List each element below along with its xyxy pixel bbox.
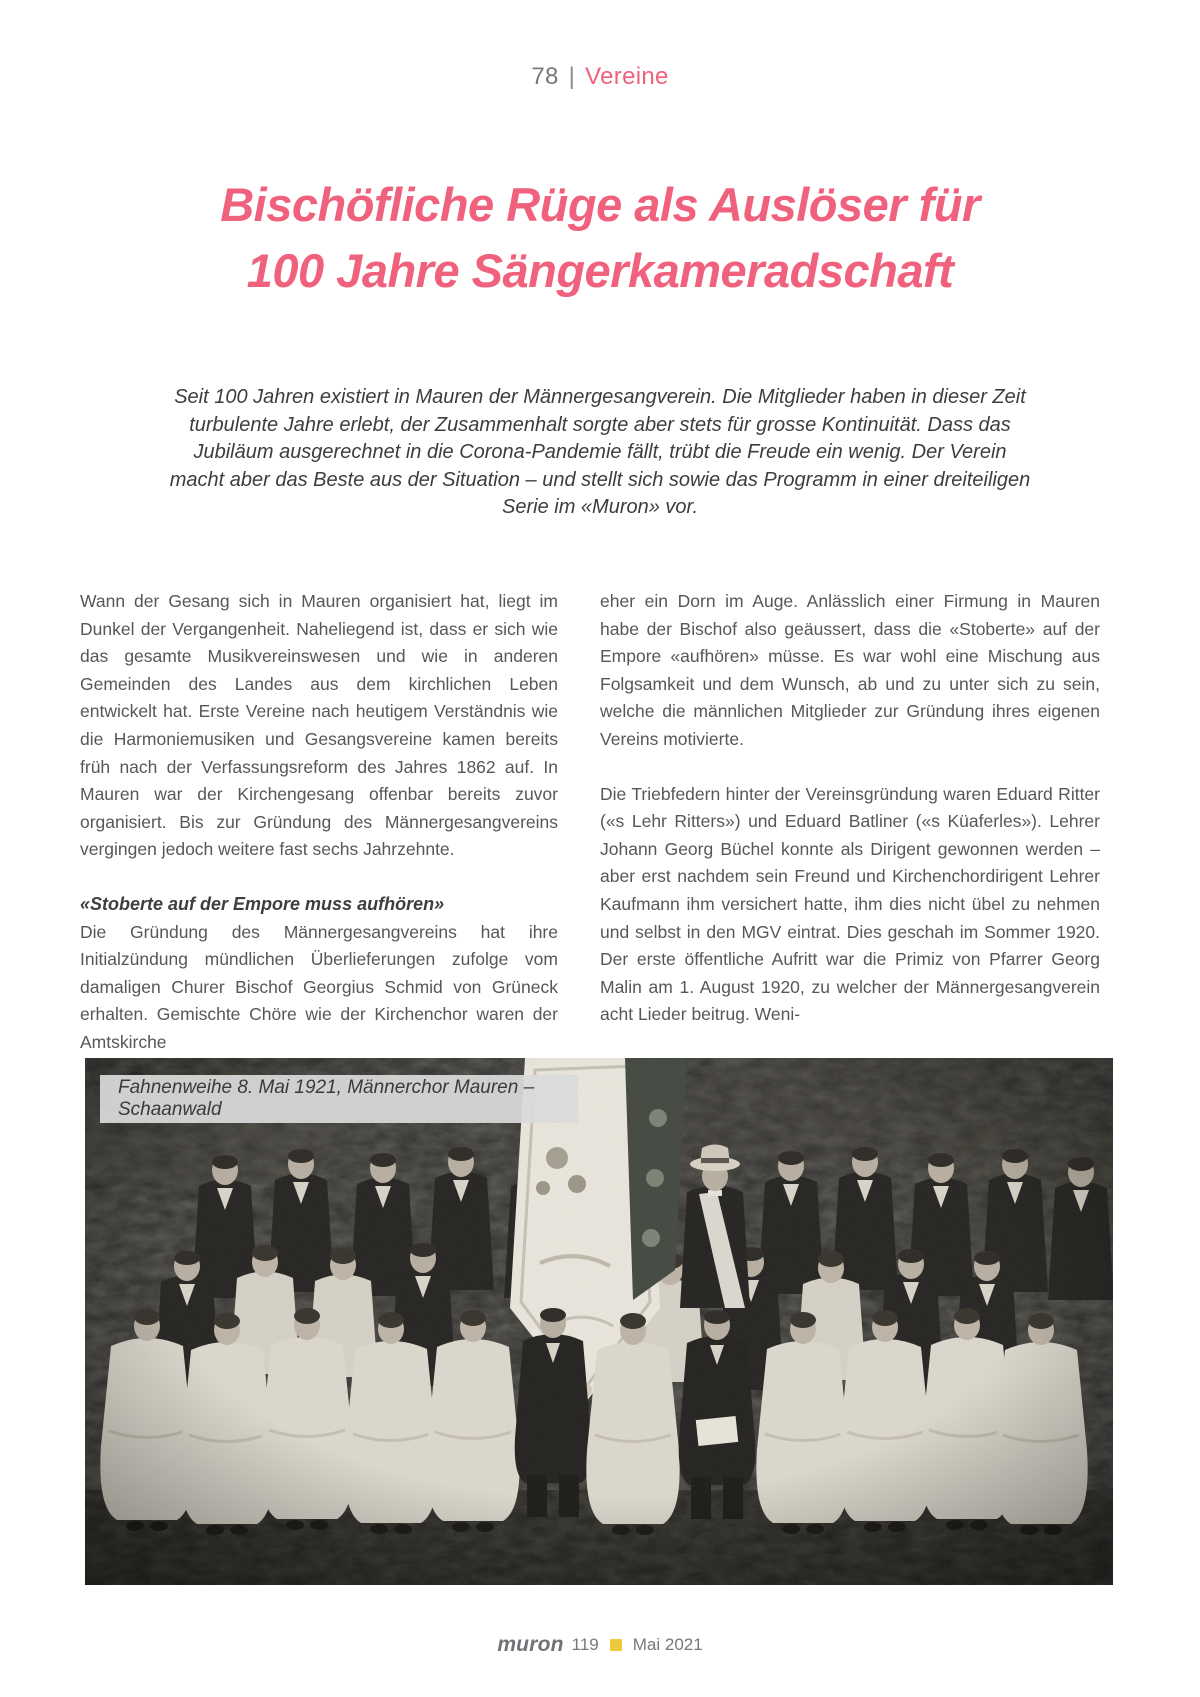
section-label: Vereine xyxy=(585,63,669,90)
magazine-name: muron xyxy=(497,1633,564,1656)
title-line-2: 100 Jahre Sängerkameradschaft xyxy=(246,244,954,297)
issue-number: 119 xyxy=(571,1635,599,1654)
page-header xyxy=(0,63,1200,91)
photo-figure xyxy=(85,1058,1113,1585)
page-footer xyxy=(0,1633,1200,1657)
title-line-1: Bischöfliche Rüge als Auslöser für xyxy=(220,178,980,231)
subheading-stoberte: «Stoberte auf der Empore muss aufhören» xyxy=(80,893,445,914)
right-paragraph-1: eher ein Dorn im Auge. Anlässlich einer Firmung in Mauren habe der Bischof also geäussert, dass die «Stoberte» auf der Empore «aufhören» müsse. Es war wohl eine Mischung aus Folgsamkeit und dem Wunsch, ab und zu unter sich zu sein, welche die männlichen Mitglieder zur Gründung ihres eigenen Vereins motivierte. xyxy=(600,591,1100,749)
column-left xyxy=(80,588,558,1057)
article-title xyxy=(0,172,1200,304)
group-photo-illustration xyxy=(85,1058,1113,1585)
right-paragraph-2: Die Triebfedern hinter der Vereinsgründung waren Eduard Ritter («s Lehr Ritters») und Eduard Batliner («s Küaferles»). Lehrer Johann Georg Büchel konnte als Dirigent gewonnen werden – aber erst nachdem sein Freund und Kirchenchordirigent Lehrer Kaufmann ihm versichert hatte, ihm dies nicht übel zu nehmen und selbst in den MGV eintrat. Dies geschah im Sommer 1920. Der erste öffentliche Aufritt war die Primiz von Pfarrer Georg Malin am 1. August 1920, zu welcher der Männergesangverein acht Lieder beitrug. Weni- xyxy=(600,783,1100,1025)
issue-date: Mai 2021 xyxy=(632,1635,703,1654)
page-number: 78 xyxy=(531,63,559,90)
column-right xyxy=(600,588,1100,1057)
left-paragraph-1: Wann der Gesang sich in Mauren organisiert hat, liegt im Dunkel der Vergangenheit. Naheliegend ist, dass er sich wie das gesamte Musikvereinswesen und wie in anderen Gemeinden des Landes aus dem kirchlichen Leben entwickelt hat. Erste Vereine nach heutigem Verständnis wie die Harmoniemusiken und Gesangsvereine kamen bereits früh nach der Verfassungsreform des Jahres 1862 auf. In Mauren war der Kirchengesang offenbar bereits zuvor organisiert. Bis zur Gründung des Männergesangvereins vergingen jedoch weitere fast sechs Jahrzehnte. xyxy=(80,591,558,860)
body-columns xyxy=(80,588,1120,1057)
lead-paragraph: Seit 100 Jahren existiert in Mauren der Männergesangverein. Die Mitglieder haben in dieser Zeit turbulente Jahre erlebt, der Zusammenhalt sorgte aber stets für grosse Kontinuität. Dass das Jubiläum ausgerechnet in die Corona-Pandemie fällt, trübt die Freude ein wenig. Der Verein macht aber das Beste aus der Situation – und stellt sich sowie das Programm in einer dreiteiligen Serie im «Muron» vor. xyxy=(169,386,1031,518)
photo-caption: Fahnenweihe 8. Mai 1921, Männerchor Mauren – Schaanwald xyxy=(100,1075,578,1123)
header-separator: | xyxy=(568,63,576,90)
footer-square-icon xyxy=(610,1639,622,1651)
left-paragraph-2: Die Gründung des Männergesangvereins hat ihre Initialzündung mündlichen Überlieferungen zufolge vom damaligen Churer Bischof Georgius Schmid von Grüneck erhalten. Gemischte Chöre wie der Kirchenchor waren der Amtskirche xyxy=(80,921,558,1052)
